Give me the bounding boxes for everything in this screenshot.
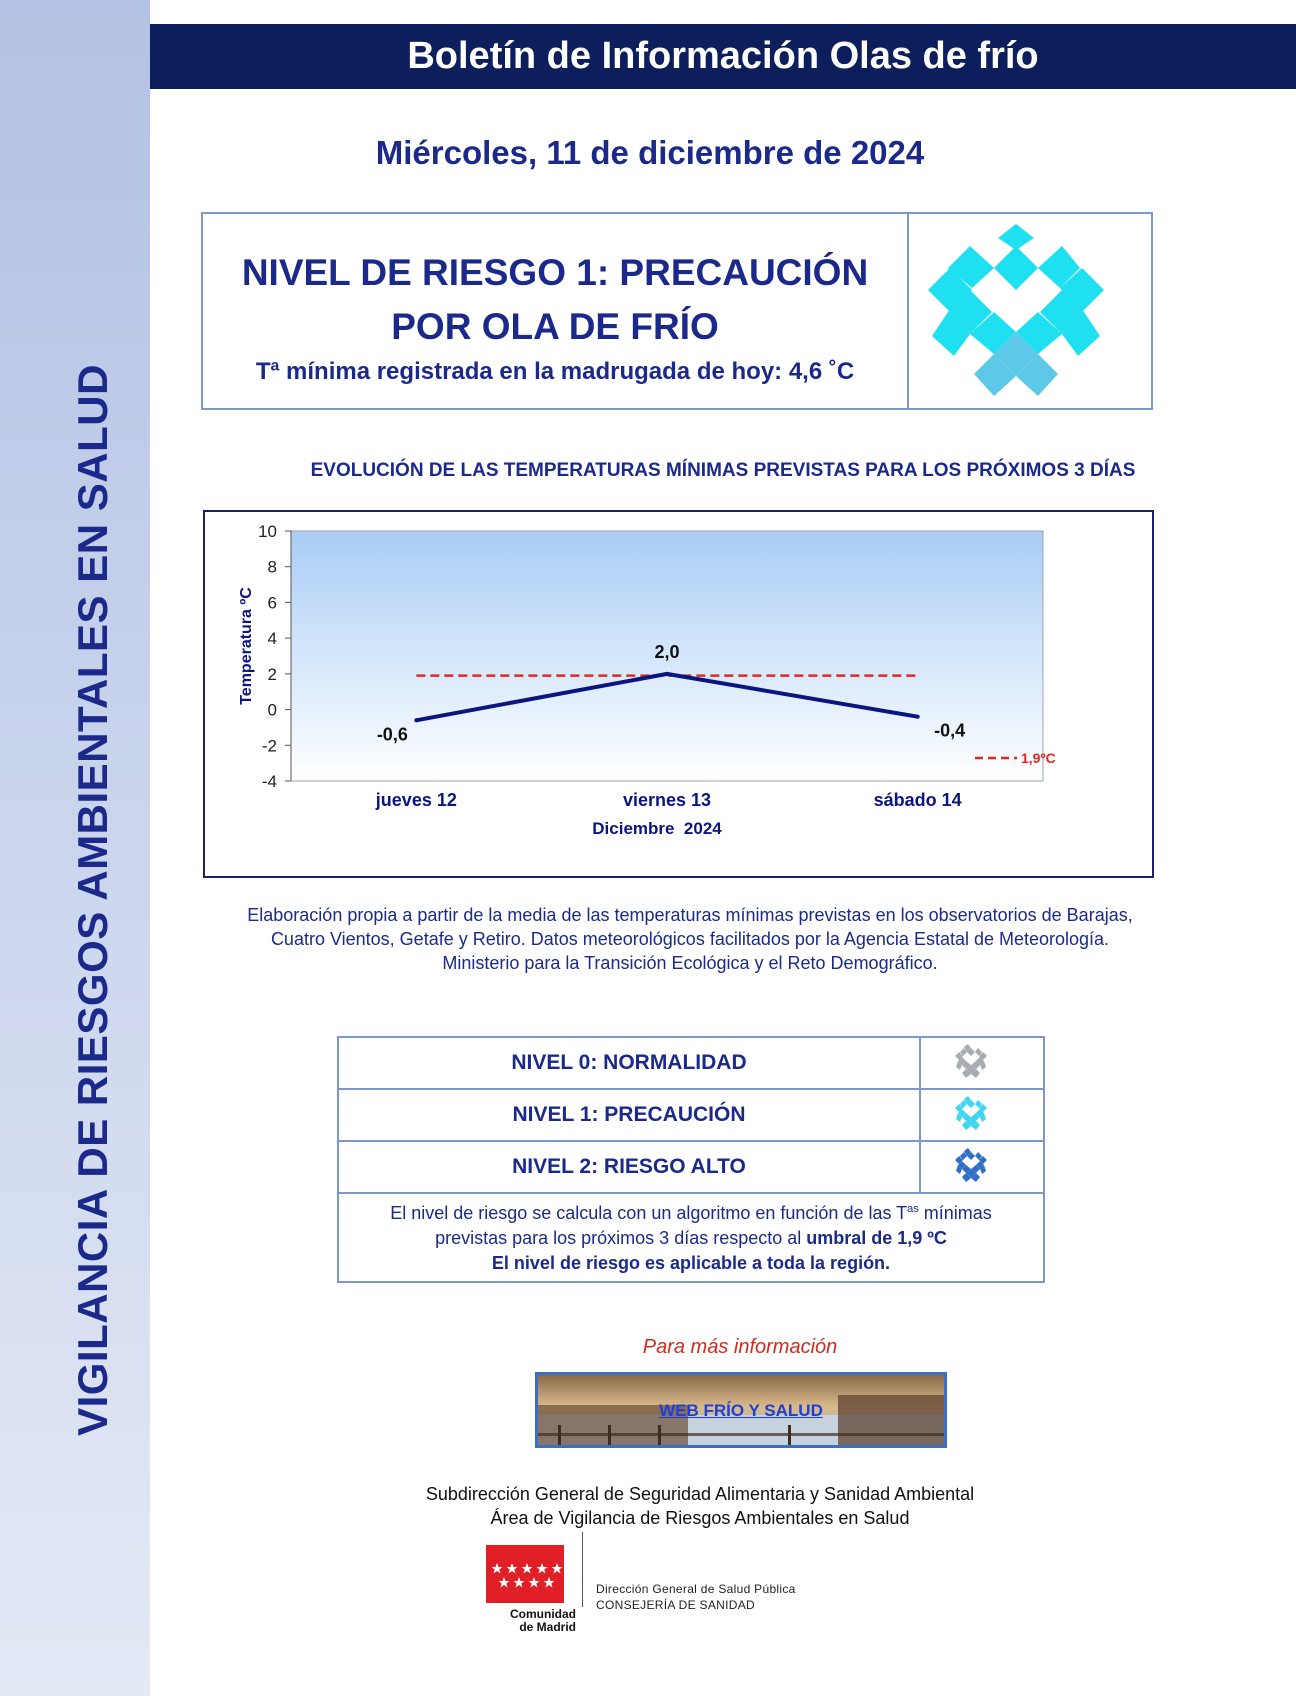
web-link-banner[interactable] bbox=[535, 1372, 947, 1448]
y-tick-label: 6 bbox=[267, 593, 277, 613]
x-tick-label: jueves 12 bbox=[375, 790, 457, 810]
x-axis bbox=[375, 790, 962, 810]
y-tick-label: 8 bbox=[267, 557, 277, 577]
level-label-0: NIVEL 0: NORMALIDAD bbox=[339, 1038, 921, 1088]
risk-level-note bbox=[339, 1194, 1043, 1281]
level-row-0 bbox=[339, 1038, 1043, 1090]
y-axis bbox=[258, 522, 291, 791]
risk-subtitle: Tª mínima registrada en la madrugada de hoy: 4,6 ˚C bbox=[255, 358, 855, 385]
note-text: mínimas bbox=[918, 1203, 992, 1223]
source-note bbox=[200, 903, 1180, 975]
comunidad-madrid-logo bbox=[486, 1545, 564, 1603]
data-point bbox=[414, 718, 418, 722]
region-note: El nivel de riesgo es aplicable a toda la región. bbox=[491, 1253, 891, 1273]
y-tick-label: -4 bbox=[261, 772, 277, 791]
web-frio-salud-link[interactable]: WEB FRÍO Y SALUD bbox=[659, 1401, 823, 1420]
note-sup: as bbox=[907, 1203, 919, 1215]
comunidad-madrid-wordmark bbox=[472, 1608, 576, 1634]
snowflake-icon bbox=[951, 1095, 991, 1140]
source-note-line1: Elaboración propia a partir de la media de las temperaturas mínimas previstas en los observatorios de Barajas, bbox=[247, 905, 1133, 925]
data-label: -0,6 bbox=[376, 724, 408, 745]
footer-line1: Subdirección General de Seguridad Alimentaria y Sanidad Ambiental bbox=[425, 1484, 975, 1504]
note-text: El nivel de riesgo se calcula con un algoritmo en función de las T bbox=[390, 1203, 908, 1223]
level-row-1 bbox=[339, 1090, 1043, 1142]
dg-line2: CONSEJERÍA DE SANIDAD bbox=[596, 1598, 756, 1612]
risk-title bbox=[203, 246, 907, 354]
risk-level-text bbox=[203, 214, 909, 408]
risk-level-note-line1 bbox=[345, 1197, 1037, 1226]
more-info-label: Para más información bbox=[642, 1336, 838, 1358]
note-text: previstas para los próximos 3 días respecto al bbox=[435, 1228, 807, 1248]
level-label-2: NIVEL 2: RIESGO ALTO bbox=[339, 1142, 921, 1192]
x-tick-label: sábado 14 bbox=[873, 790, 962, 810]
threshold-text: umbral de 1,9 ºC bbox=[806, 1228, 947, 1248]
chart-title: EVOLUCIÓN DE LAS TEMPERATURAS MÍNIMAS PREVISTAS PARA LOS PRÓXIMOS 3 DÍAS bbox=[310, 460, 1136, 481]
y-axis-label: Temperatura ºC bbox=[238, 587, 255, 705]
temperature-chart bbox=[203, 510, 1154, 878]
source-note-line3: Ministerio para la Transición Ecológica y el Reto Demográfico. bbox=[442, 953, 938, 973]
risk-level-note-line2 bbox=[345, 1226, 1037, 1251]
sidebar bbox=[0, 0, 150, 1696]
data-point bbox=[665, 672, 669, 676]
bulletin-date: Miércoles, 11 de diciembre de 2024 bbox=[375, 134, 925, 171]
y-tick-label: 2 bbox=[267, 664, 277, 684]
y-tick-label: -2 bbox=[261, 736, 277, 756]
logo-line2: de Madrid bbox=[519, 1620, 576, 1634]
footer-text bbox=[340, 1482, 1060, 1530]
legend-label: 1,9ºC bbox=[1021, 750, 1056, 766]
logo-divider bbox=[582, 1532, 583, 1607]
level-label-1: NIVEL 1: PRECAUCIÓN bbox=[339, 1090, 921, 1140]
y-tick-label: 4 bbox=[267, 629, 277, 649]
y-tick-label: 0 bbox=[267, 700, 277, 720]
risk-title-line1: NIVEL DE RIESGO 1: PRECAUCIÓN bbox=[241, 252, 869, 293]
sidebar-title: VIGILANCIA DE RIESGOS AMBIENTALES EN SALUD bbox=[69, 364, 116, 1436]
data-label: -0,4 bbox=[934, 720, 966, 741]
snowflake-icon bbox=[928, 224, 1104, 401]
source-note-line2: Cuatro Vientos, Getafe y Retiro. Datos meteorológicos facilitados por la Agencia Estatal de Meteorología. bbox=[270, 929, 1110, 949]
y-tick-label: 10 bbox=[258, 522, 277, 541]
x-axis-label: Diciembre 2024 bbox=[592, 819, 722, 838]
dg-line1: Dirección General de Salud Pública bbox=[596, 1582, 796, 1596]
footer-line2: Área de Vigilancia de Riesgos Ambientales en Salud bbox=[490, 1508, 910, 1528]
x-tick-label: viernes 13 bbox=[622, 790, 712, 810]
level-row-2 bbox=[339, 1142, 1043, 1194]
directorate-text bbox=[596, 1581, 796, 1613]
chart-svg bbox=[205, 512, 1152, 876]
snowflake-icon bbox=[951, 1147, 991, 1192]
risk-level-box bbox=[201, 212, 1153, 410]
data-point bbox=[916, 715, 920, 719]
logo-line1: Comunidad bbox=[510, 1607, 576, 1621]
risk-level-note-line3 bbox=[345, 1251, 1037, 1276]
risk-title-line2: POR OLA DE FRÍO bbox=[391, 306, 719, 347]
snowflake-icon bbox=[951, 1043, 991, 1088]
data-label: 2,0 bbox=[654, 641, 680, 662]
bulletin-header: Boletín de Información Olas de frío bbox=[150, 24, 1296, 89]
risk-levels-table bbox=[337, 1036, 1045, 1283]
